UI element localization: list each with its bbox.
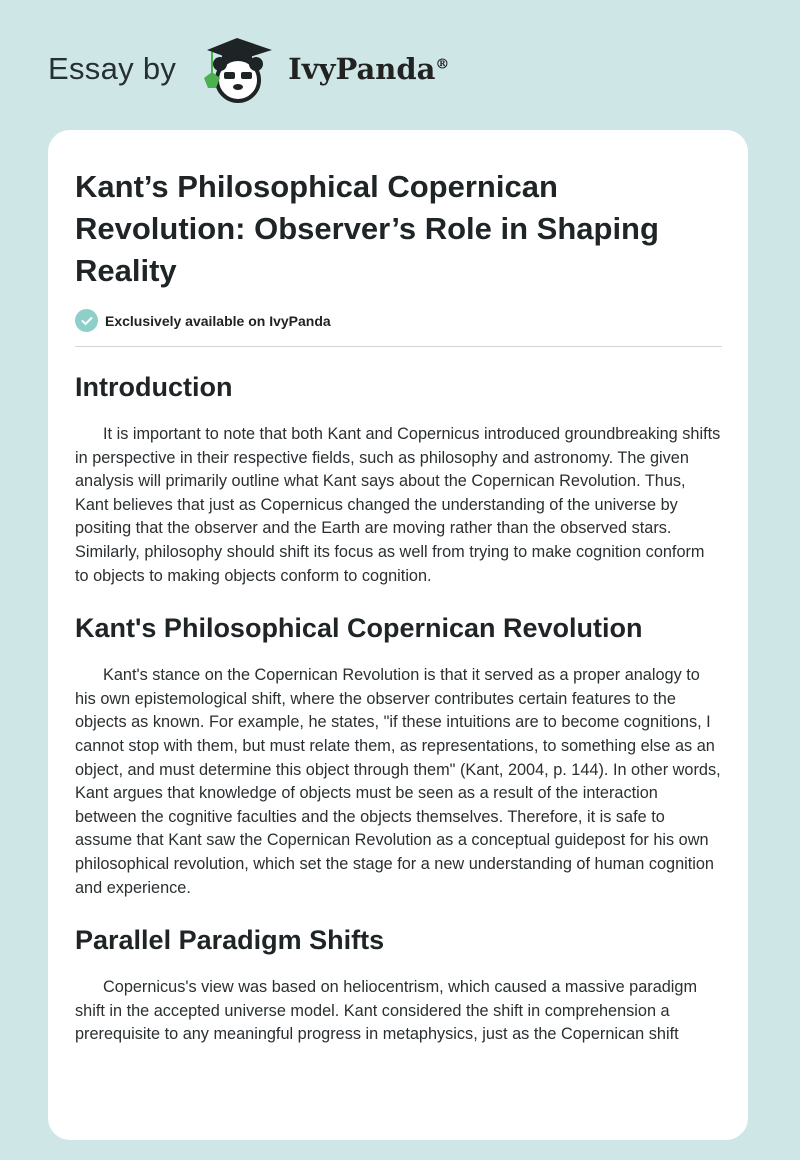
registered-mark: ® [435,56,450,73]
essay-title: Kant’s Philosophical Copernican Revolution: Observer’s Role in Shaping Reality [75,169,659,288]
section-heading: Introduction [75,372,233,402]
exclusive-badge [75,309,722,347]
section-heading: Parallel Paradigm Shifts [75,925,385,956]
section-heading: Kant's Philosophical Copernican Revolution [75,613,643,644]
ivypanda-logo-icon[interactable] [192,34,282,104]
essay-by-label: Essay by [48,51,177,86]
section-paragraph: It is important to note that both Kant and Copernicus introduced groundbreaking shifts in perspective in their respective fields, such as philosophy and astronomy. The given analysis will primarily outline what Kant says about the Copernican Revolution. Thus, Kant believes that just as Copernicus changed the understanding of the universe by positing that the observer and the Earth are moving rather than the observed stars. Similarly, philosophy should shift its focus as well from trying to make cognition conform to objects to making objects conform to cognition. [75,425,721,585]
brand-name[interactable] [288,52,449,86]
essay-card [48,130,748,1140]
site-header [48,34,449,104]
section-paragraph: Copernicus's view was based on heliocentrism, which caused a massive paradigm shift in the accepted universe model. Kant considered the shift in comprehension a prerequisite to any meaningful progress in metaphysics, just as the Copernican shift [75,978,698,1044]
check-icon [75,309,98,332]
exclusive-label: Exclusively available on IvyPanda [105,312,331,329]
section-paragraph: Kant's stance on the Copernican Revolution is that it served as a proper analogy to his own epistemological shift, where the observer contributes certain features to the objects as known. For example, he states, "if these intuitions are to become cognitions, I cannot stop with them, but must relate them, as representations, to something else as an object, and must determine this object through them" (Kant, 2004, p. 144). In other words, Kant argues that knowledge of objects must be seen as a result of the interaction between the cognitive faculties and the objects themselves. Therefore, it is safe to assume that Kant saw the Copernican Revolution as a conceptual guidepost for his own philosophical revolution, which set the stage for a new understanding of human cognition and experience. [75,666,721,897]
brand-text: IvyPanda [288,52,436,86]
